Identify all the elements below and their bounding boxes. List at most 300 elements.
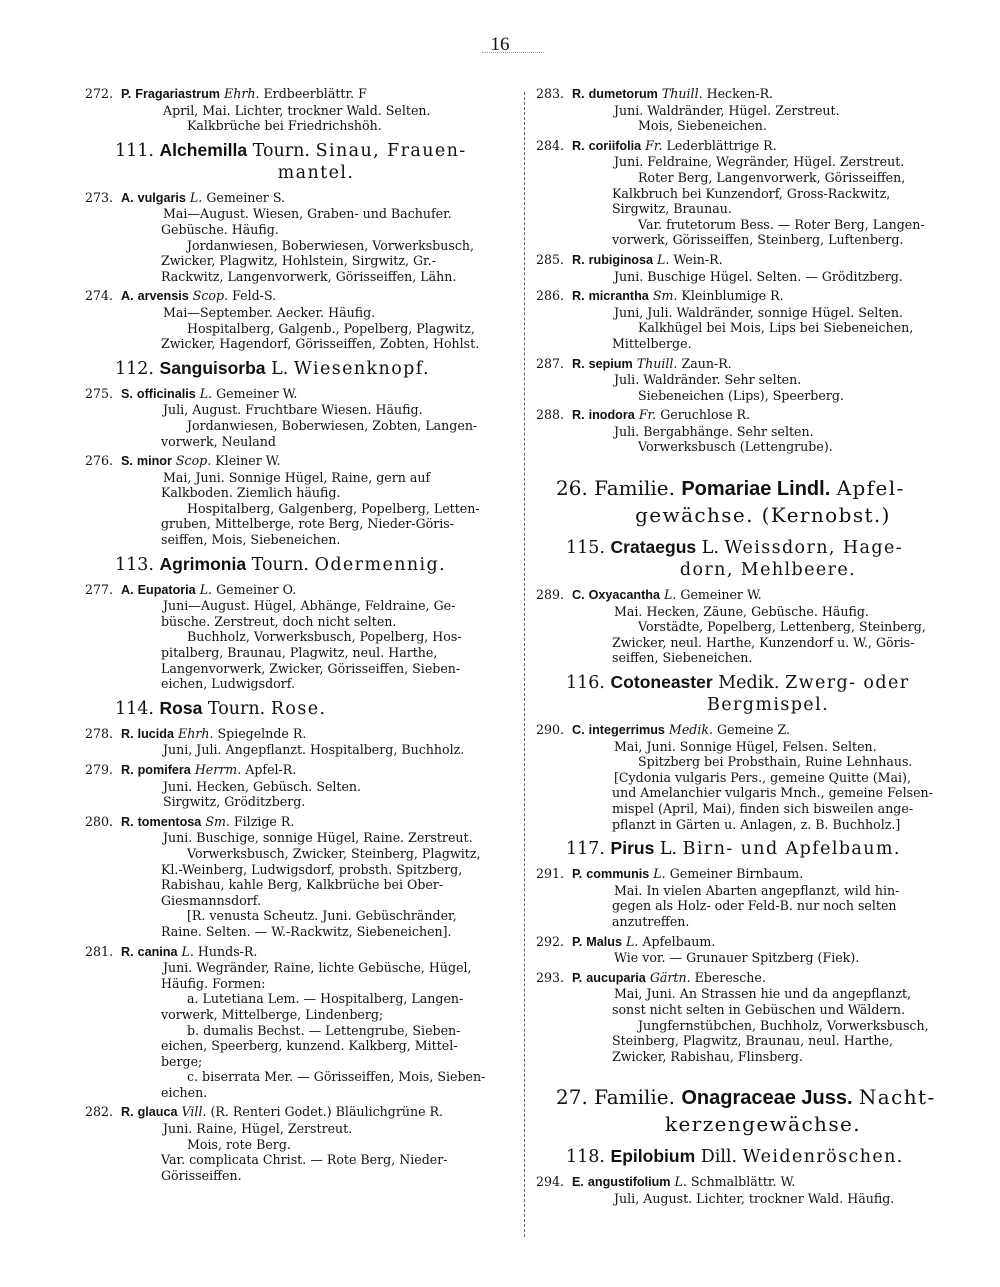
entry-text-line: sonst nicht selten in Gebüschen und Wäldern.: [612, 1001, 905, 1017]
genus-abbreviation: A.: [121, 190, 134, 205]
entry-heading: [536, 138, 970, 155]
entry-heading: [85, 386, 517, 403]
entry-text-line: Mois, Siebeneichen.: [638, 118, 767, 134]
species-entry: [536, 138, 970, 248]
entry-text-line: Mois, rote Berg.: [187, 1136, 291, 1152]
entry-text-line: Var. frutetorum Bess. — Roter Berg, Langen-: [638, 216, 925, 232]
entry-number: 287.: [536, 355, 565, 371]
species-author: Thuill.: [661, 86, 703, 101]
entry-text-line: seiffen, Siebeneichen.: [612, 650, 753, 666]
common-name: Gemeiner Birnbaum.: [669, 866, 804, 882]
genus-abbreviation: R.: [572, 289, 585, 304]
entry-number: 282.: [85, 1104, 114, 1120]
entry-text-line: Görisseiffen.: [161, 1167, 242, 1183]
entry-text-line: Mai, Juni. An Strassen hie und da angepflanzt,: [614, 986, 912, 1002]
entry-text-line: Hospitalberg, Galgenberg, Popelberg, Letten-: [187, 500, 480, 516]
entry-text-line: Hospitalberg, Galgenb., Popelberg, Plagwitz,: [187, 320, 475, 336]
common-name: Gemeiner W.: [680, 587, 762, 603]
entry-text-line: Gebüsche. Häufig.: [161, 221, 279, 237]
entry-text-line: seiffen, Mois, Siebeneichen.: [161, 532, 341, 548]
common-name: Feld-S.: [232, 288, 277, 304]
entry-text-line: pflanzt in Gärten u. Anlagen, z. B. Buchholz.]: [612, 816, 901, 832]
common-name: Spiegelnde R.: [217, 725, 307, 741]
genus-german-name: Zwerg- oder: [785, 673, 910, 694]
species-author: Fr.: [638, 407, 657, 423]
species-name: minor: [136, 454, 172, 469]
entry-text-line: Juni. Feldraine, Wegränder, Hügel. Zerstreut.: [614, 154, 905, 170]
genus-author: L.: [271, 358, 289, 379]
entry-number: 275.: [85, 385, 114, 401]
genus-author: L.: [701, 538, 719, 559]
entry-number: 293.: [536, 969, 565, 985]
family-name: Pomariae Lindl.: [681, 478, 831, 501]
genus-german-name-cont: mantel.: [277, 162, 355, 183]
entry-text-line: Juli. Bergabhänge. Sehr selten.: [614, 423, 814, 439]
genus-heading: [566, 536, 970, 581]
species-author: Gärtn.: [649, 969, 691, 985]
species-name: Eupatoria: [137, 582, 196, 597]
genus-author: Tourn.: [252, 140, 310, 161]
species-entry: [536, 86, 970, 134]
entry-text-line: vorwerk, Mittelberge, Lindenberg;: [161, 1006, 384, 1022]
entry-heading: [85, 86, 517, 103]
entry-text-line: Juni. Waldränder, Hügel. Zerstreut.: [614, 102, 840, 118]
genus-german-name: Sinau, Frauen-: [315, 140, 467, 161]
genus-german-name: Birn- und Apfelbaum.: [682, 839, 901, 860]
entry-heading: [536, 356, 970, 373]
species-name: Malus: [586, 934, 622, 949]
species-author: Herrm.: [194, 762, 242, 777]
genus-name: Sanguisorba: [159, 357, 266, 378]
genus-abbreviation: P.: [572, 867, 583, 882]
entry-text-line: Kalkbrüche bei Friedrichshöh.: [187, 118, 382, 134]
common-name: Kleiner W.: [215, 453, 281, 469]
common-name: Hunds-R.: [197, 943, 258, 959]
common-name: Wein-R.: [673, 251, 723, 267]
common-name: Apfel-R.: [245, 762, 297, 777]
common-name: Gemeine Z.: [717, 722, 791, 738]
entry-text-line: Sirgwitz, Braunau.: [612, 201, 732, 217]
genus-author: Tourn.: [251, 554, 309, 575]
species-author: L.: [181, 943, 194, 959]
family-number: 27.: [556, 1085, 588, 1110]
entry-text-line: Juni. Buschige, sonnige Hügel, Raine. Zerstreut.: [163, 830, 473, 846]
entry-number: 289.: [536, 587, 565, 603]
common-name: Gemeiner S.: [206, 189, 286, 205]
genus-name: Rosa: [159, 697, 203, 718]
entry-text-line: Mai. In vielen Abarten angepflanzt, wild hin-: [614, 882, 900, 898]
species-entry: [85, 453, 517, 548]
common-name: Filzige R.: [233, 813, 295, 829]
entry-text-line: vorwerk, Neuland: [161, 433, 276, 449]
entry-heading: [536, 866, 970, 883]
entry-text-line: Steinberg, Plagwitz, Braunau, neul. Harthe,: [612, 1033, 893, 1049]
species-entry: [536, 1174, 970, 1206]
entry-number: 290.: [536, 722, 565, 738]
genus-heading: [566, 1145, 970, 1168]
species-author: Sm.: [652, 288, 678, 304]
entry-text-line: Vorwerksbusch (Lettengrube).: [638, 439, 833, 455]
entry-text-line: Häufig. Formen:: [161, 975, 266, 991]
page-number: 16: [490, 34, 510, 55]
species-entry: [85, 944, 517, 1101]
entry-text-line: Zwicker, Hagendorf, Görisseiffen, Zobten, Hohlst.: [161, 336, 480, 352]
family-heading: [556, 475, 970, 528]
species-name: micrantha: [588, 289, 649, 304]
family-german-name: Nacht-: [858, 1085, 936, 1110]
species-author: L.: [189, 189, 203, 205]
species-author: L.: [674, 1174, 687, 1190]
species-entry: [536, 722, 970, 832]
entry-heading: [85, 190, 517, 207]
entry-text-line: eichen.: [161, 1084, 208, 1100]
genus-abbreviation: C.: [572, 588, 585, 603]
species-author: L.: [657, 251, 670, 267]
species-name: Fragariastrum: [135, 87, 220, 101]
entry-text-line: Spitzberg bei Probsthain, Ruine Lehnhaus.: [638, 754, 913, 770]
genus-number: 114.: [115, 698, 154, 719]
entry-heading: [536, 1174, 970, 1191]
species-author: L.: [664, 587, 677, 603]
species-author: Scop.: [192, 288, 229, 304]
entry-text-line: Juni—August. Hügel, Abhänge, Feldraine, Ge-: [163, 598, 456, 614]
species-name: lucida: [137, 726, 175, 741]
genus-abbreviation: P.: [572, 970, 583, 985]
family-number: 26.: [556, 476, 588, 501]
species-name: dumetorum: [588, 87, 658, 101]
entry-text-line: Buchholz, Vorwerksbusch, Popelberg, Hos-: [187, 629, 462, 645]
entry-text-line: Juli. Waldränder. Sehr selten.: [614, 372, 802, 388]
species-entry: [536, 587, 970, 666]
entry-text-line: Juni. Hecken, Gebüsch. Selten.: [163, 778, 362, 794]
species-author: L.: [199, 385, 213, 401]
entry-heading: [85, 944, 517, 961]
species-name: tomentosa: [137, 814, 202, 829]
genus-number: 113.: [115, 554, 154, 575]
species-name: rubiginosa: [588, 252, 653, 267]
common-name: Apfelbaum.: [642, 933, 716, 949]
entry-text-line: Sirgwitz, Gröditzberg.: [163, 794, 306, 810]
genus-german-name: Wiesenknopf.: [293, 358, 430, 379]
entry-heading: [85, 726, 517, 743]
species-author: Thuill.: [636, 355, 678, 371]
right-column: [536, 86, 970, 1211]
entry-text-line: eichen, Speerberg, kunzend. Kalkberg, Mittel-: [161, 1038, 458, 1054]
entry-text-line: Kl.-Weinberg, Ludwigsdorf, probsth. Spitzberg,: [161, 861, 463, 877]
species-name: pomifera: [137, 763, 191, 777]
entry-text-line: c. biserrata Mer. — Görisseiffen, Mois, Sieben-: [187, 1069, 486, 1085]
entry-text-line: berge;: [161, 1053, 203, 1069]
entry-number: 291.: [536, 866, 565, 882]
entry-text-line: anzutreffen.: [612, 913, 690, 929]
genus-heading: [115, 553, 517, 576]
entry-heading: [536, 934, 970, 951]
species-author: Scop.: [175, 453, 212, 469]
species-entry: [536, 356, 970, 404]
entry-text-line: Zwicker, Plagwitz, Hohlstein, Sirgwitz, Gr.-: [161, 253, 436, 269]
entry-heading: [536, 252, 970, 269]
entry-text-line: [R. venusta Scheutz. Juni. Gebüschränder,: [187, 908, 457, 924]
species-name: sepium: [588, 356, 633, 371]
header-rule: [482, 52, 544, 53]
species-author: Fr.: [645, 137, 663, 153]
entry-heading: [536, 587, 970, 604]
entry-text-line: Juni, Juli. Waldränder, sonnige Hügel. Selten.: [614, 304, 903, 320]
species-name: Oxyacantha: [588, 588, 661, 603]
entry-text-line: Zwicker, Rabishau, Flinsberg.: [612, 1048, 803, 1064]
species-name: inodora: [588, 408, 635, 423]
entry-heading: [85, 1104, 517, 1121]
entry-heading: [536, 722, 970, 739]
genus-name: Crataegus: [610, 537, 697, 558]
entry-text-line: Kalkhügel bei Mois, Lips bei Siebeneichen,: [638, 320, 914, 336]
entry-text-line: gruben, Mittelberge, rote Berg, Nieder-Göris-: [161, 516, 455, 532]
entry-number: 288.: [536, 407, 565, 423]
entry-text-line: Juni. Wegränder, Raine, lichte Gebüsche, Hügel,: [163, 960, 472, 976]
species-entry: [536, 288, 970, 351]
genus-author: Tourn.: [207, 698, 266, 719]
entry-text-line: Langenvorwerk, Zwicker, Görisseiffen, Sieben-: [161, 660, 461, 676]
family-name: Onagraceae Juss.: [681, 1087, 853, 1110]
genus-abbreviation: R.: [572, 87, 585, 101]
entry-number: 277.: [85, 581, 114, 597]
entry-heading: [85, 288, 517, 305]
species-entry: [85, 726, 517, 758]
entry-text-line: Kalkbruch bei Kunzendorf, Gross-Rackwitz,: [612, 185, 891, 201]
entry-text-line: b. dumalis Bechst. — Lettengrube, Sieben-: [187, 1022, 461, 1038]
genus-abbreviation: R.: [572, 252, 585, 267]
genus-abbreviation: E.: [572, 1175, 584, 1190]
species-entry: [536, 934, 970, 966]
entry-text-line: [Cydonia vulgaris Pers., gemeine Quitte (Mai),: [614, 769, 911, 785]
entry-text-line: Mai—August. Wiesen, Graben- und Bachufer.: [163, 206, 452, 222]
genus-author: Dill.: [700, 1147, 738, 1168]
genus-abbreviation: R.: [121, 1105, 134, 1120]
species-entry: [85, 86, 517, 134]
species-author: Vill.: [181, 1104, 207, 1120]
species-entry: [85, 288, 517, 351]
genus-abbreviation: A.: [121, 289, 134, 304]
entry-text-line: Mai, Juni. Sonnige Hügel, Raine, gern auf: [163, 469, 431, 485]
genus-name: Agrimonia: [159, 553, 247, 574]
genus-abbreviation: R.: [121, 726, 134, 741]
species-entry: [85, 762, 517, 810]
species-name: aucuparia: [586, 970, 646, 985]
genus-abbreviation: R.: [572, 356, 585, 371]
genus-german-name: Odermennig.: [314, 554, 447, 575]
entry-text-line: April, Mai. Lichter, trockner Wald. Selten.: [163, 102, 431, 118]
species-author: L.: [653, 866, 666, 882]
genus-abbreviation: R.: [121, 814, 134, 829]
species-name: vulgaris: [137, 190, 186, 205]
entry-text-line: vorwerk, Görisseiffen, Steinberg, Luftenberg.: [612, 232, 904, 248]
entry-text-line: Rabishau, kahle Berg, Kalkbrüche bei Ober-: [161, 877, 444, 893]
genus-german-name-cont: dorn, Mehlbeere.: [679, 560, 857, 581]
genus-abbreviation: C.: [572, 723, 585, 738]
genus-heading: [115, 357, 517, 380]
entry-text-line: Siebeneichen (Lips), Speerberg.: [638, 387, 844, 403]
entry-number: 284.: [536, 137, 565, 153]
species-entry: [536, 970, 970, 1065]
entry-text-line: Vorwerksbusch, Zwicker, Steinberg, Plagwitz,: [187, 845, 481, 861]
family-label: Familie.: [594, 1085, 675, 1110]
entry-text-line: Giesmannsdorf.: [161, 892, 262, 908]
genus-abbreviation: S.: [121, 454, 133, 469]
common-name: Zaun-R.: [681, 355, 732, 371]
entry-text-line: Wie vor. — Grunauer Spitzberg (Fiek).: [614, 950, 860, 966]
genus-name: Pirus: [610, 838, 655, 859]
genus-name: Epilobium: [610, 1146, 696, 1167]
genus-heading: [566, 671, 970, 716]
entry-text-line: Juli, August. Fruchtbare Wiesen. Häufig.: [163, 402, 423, 418]
species-author: L.: [626, 933, 639, 949]
species-author: Ehrh.: [178, 725, 214, 741]
genus-german-name: Weidenröschen.: [742, 1147, 904, 1168]
entry-number: 283.: [536, 86, 565, 101]
family-heading: [556, 1084, 970, 1137]
family-german-name-cont: kerzengewächse.: [665, 1112, 861, 1137]
entry-text-line: eichen, Ludwigsdorf.: [161, 676, 295, 692]
genus-name: Cotoneaster: [610, 672, 713, 693]
entry-text-line: Zwicker, neul. Harthe, Kunzendorf u. W., Göris-: [612, 634, 915, 650]
species-name: glauca: [137, 1105, 178, 1120]
entry-number: 276.: [85, 453, 114, 469]
entry-text-line: mispel (April, Mai), finden sich bisweilen ange-: [612, 801, 914, 816]
genus-number: 111.: [115, 140, 154, 161]
species-name: officinalis: [136, 386, 196, 401]
species-entry: [85, 814, 517, 940]
species-entry: [85, 386, 517, 449]
genus-number: 118.: [566, 1147, 605, 1168]
entry-text-line: gegen als Holz- oder Feld-B. nur noch selten: [612, 898, 897, 914]
genus-heading: [566, 837, 970, 860]
entry-number: 281.: [85, 943, 114, 959]
entry-number: 274.: [85, 288, 114, 304]
common-name: Gemeiner O.: [216, 581, 297, 597]
entry-text-line: a. Lutetiana Lem. — Hospitalberg, Langen-: [187, 991, 464, 1007]
species-name: canina: [137, 944, 178, 959]
genus-heading: [115, 697, 517, 720]
left-column: [85, 86, 517, 1187]
family-german-name-cont: gewächse. (Kernobst.): [635, 503, 891, 528]
entry-text-line: Mai. Hecken, Zäune, Gebüsche. Häufig.: [614, 603, 869, 619]
entry-text-line: Jungfernstübchen, Buchholz, Vorwerksbusch,: [638, 1017, 929, 1033]
genus-abbreviation: R.: [121, 763, 134, 777]
entry-heading: [536, 86, 970, 103]
entry-number: 273.: [85, 189, 114, 205]
entry-text-line: Kalkboden. Ziemlich häufig.: [161, 485, 341, 501]
species-name: integerrimus: [588, 723, 665, 738]
entry-heading: [536, 407, 970, 424]
entry-text-line: und Amelanchier vulgaris Mnch., gemeine Felsen-: [612, 785, 933, 801]
entry-text-line: Vorstädte, Popelberg, Lettenberg, Steinberg,: [638, 619, 926, 635]
species-name: communis: [586, 867, 650, 882]
entry-text-line: Juli, August. Lichter, trockner Wald. Häufig.: [614, 1190, 895, 1206]
genus-number: 115.: [566, 538, 605, 559]
entry-text-line: Juni. Raine, Hügel, Zerstreut.: [163, 1121, 353, 1137]
genus-number: 112.: [115, 358, 154, 379]
genus-author: L.: [659, 839, 678, 860]
entry-text-line: Roter Berg, Langenvorwerk, Görisseiffen,: [638, 169, 906, 185]
genus-abbreviation: S.: [121, 386, 133, 401]
genus-german-name-cont: Bergmispel.: [706, 695, 830, 716]
common-name: Geruchlose R.: [660, 407, 751, 423]
entry-heading: [85, 762, 517, 779]
common-name: Erdbeerblättr. F: [263, 86, 367, 101]
entry-heading: [85, 453, 517, 470]
entry-text-line: Rackwitz, Langenvorwerk, Görisseiffen, Lähn.: [161, 268, 457, 284]
species-entry: [536, 407, 970, 455]
entry-heading: [85, 814, 517, 831]
entry-number: 292.: [536, 933, 565, 949]
genus-abbreviation: R.: [572, 138, 585, 153]
column-divider: [524, 92, 525, 1237]
genus-german-name: Weissdorn, Hage-: [724, 538, 904, 559]
species-entry: [85, 190, 517, 285]
entry-number: 279.: [85, 762, 114, 777]
entry-text-line: Mittelberge.: [612, 335, 692, 351]
entry-number: 278.: [85, 725, 114, 741]
entry-heading: [536, 288, 970, 305]
common-name: Hecken-R.: [706, 86, 774, 101]
entry-number: 294.: [536, 1174, 565, 1190]
genus-abbreviation: A.: [121, 582, 134, 597]
common-name: (R. Renteri Godet.) Bläulichgrüne R.: [210, 1104, 444, 1120]
entry-heading: [536, 970, 970, 987]
entry-text-line: Juni. Buschige Hügel. Selten. — Gröditzberg.: [614, 268, 903, 284]
species-author: Medik.: [668, 722, 713, 738]
species-entry: [536, 866, 970, 929]
entry-number: 272.: [85, 86, 114, 101]
entry-number: 285.: [536, 251, 565, 267]
entry-number: 280.: [85, 813, 114, 829]
species-entry: [85, 1104, 517, 1183]
genus-abbreviation: P.: [121, 87, 132, 101]
entry-text-line: Var. complicata Christ. — Rote Berg, Nieder-: [161, 1152, 448, 1168]
species-entry: [85, 582, 517, 692]
species-author: L.: [199, 581, 213, 597]
genus-german-name: Rose.: [270, 698, 327, 719]
genus-number: 116.: [566, 673, 605, 694]
entry-text-line: Mai, Juni. Sonnige Hügel, Felsen. Selten.: [614, 738, 877, 754]
genus-heading: [115, 139, 517, 184]
common-name: Lederblättrige R.: [666, 137, 777, 153]
genus-abbreviation: R.: [572, 408, 585, 423]
entry-text-line: Mai—September. Aecker. Häufig.: [163, 304, 376, 320]
entry-text-line: Raine. Selten. — W.-Rackwitz, Siebeneichen].: [161, 923, 452, 939]
species-author: Sm.: [205, 813, 230, 829]
genus-abbreviation: P.: [572, 934, 583, 949]
species-name: angustifolium: [587, 1175, 671, 1190]
common-name: Eberesche.: [694, 969, 766, 985]
common-name: Kleinblumige R.: [681, 288, 784, 304]
entry-text-line: Juni, Juli. Angepflanzt. Hospitalberg, Buchholz.: [163, 742, 465, 758]
genus-name: Alchemilla: [159, 139, 248, 160]
entry-heading: [85, 582, 517, 599]
common-name: Schmalblättr. W.: [690, 1174, 796, 1190]
genus-number: 117.: [566, 839, 605, 860]
entry-number: 286.: [536, 288, 565, 304]
family-german-name: Apfel-: [836, 476, 905, 501]
family-label: Familie.: [594, 476, 675, 501]
common-name: Gemeiner W.: [216, 385, 298, 401]
entry-text-line: büsche. Zerstreut, doch nicht selten.: [161, 613, 397, 629]
species-name: arvensis: [137, 289, 189, 304]
species-author: Ehrh.: [224, 86, 260, 101]
genus-author: Medik.: [718, 673, 780, 694]
species-name: coriifolia: [588, 138, 642, 153]
entry-text-line: Jordanwiesen, Boberwiesen, Zobten, Langen-: [187, 417, 478, 433]
